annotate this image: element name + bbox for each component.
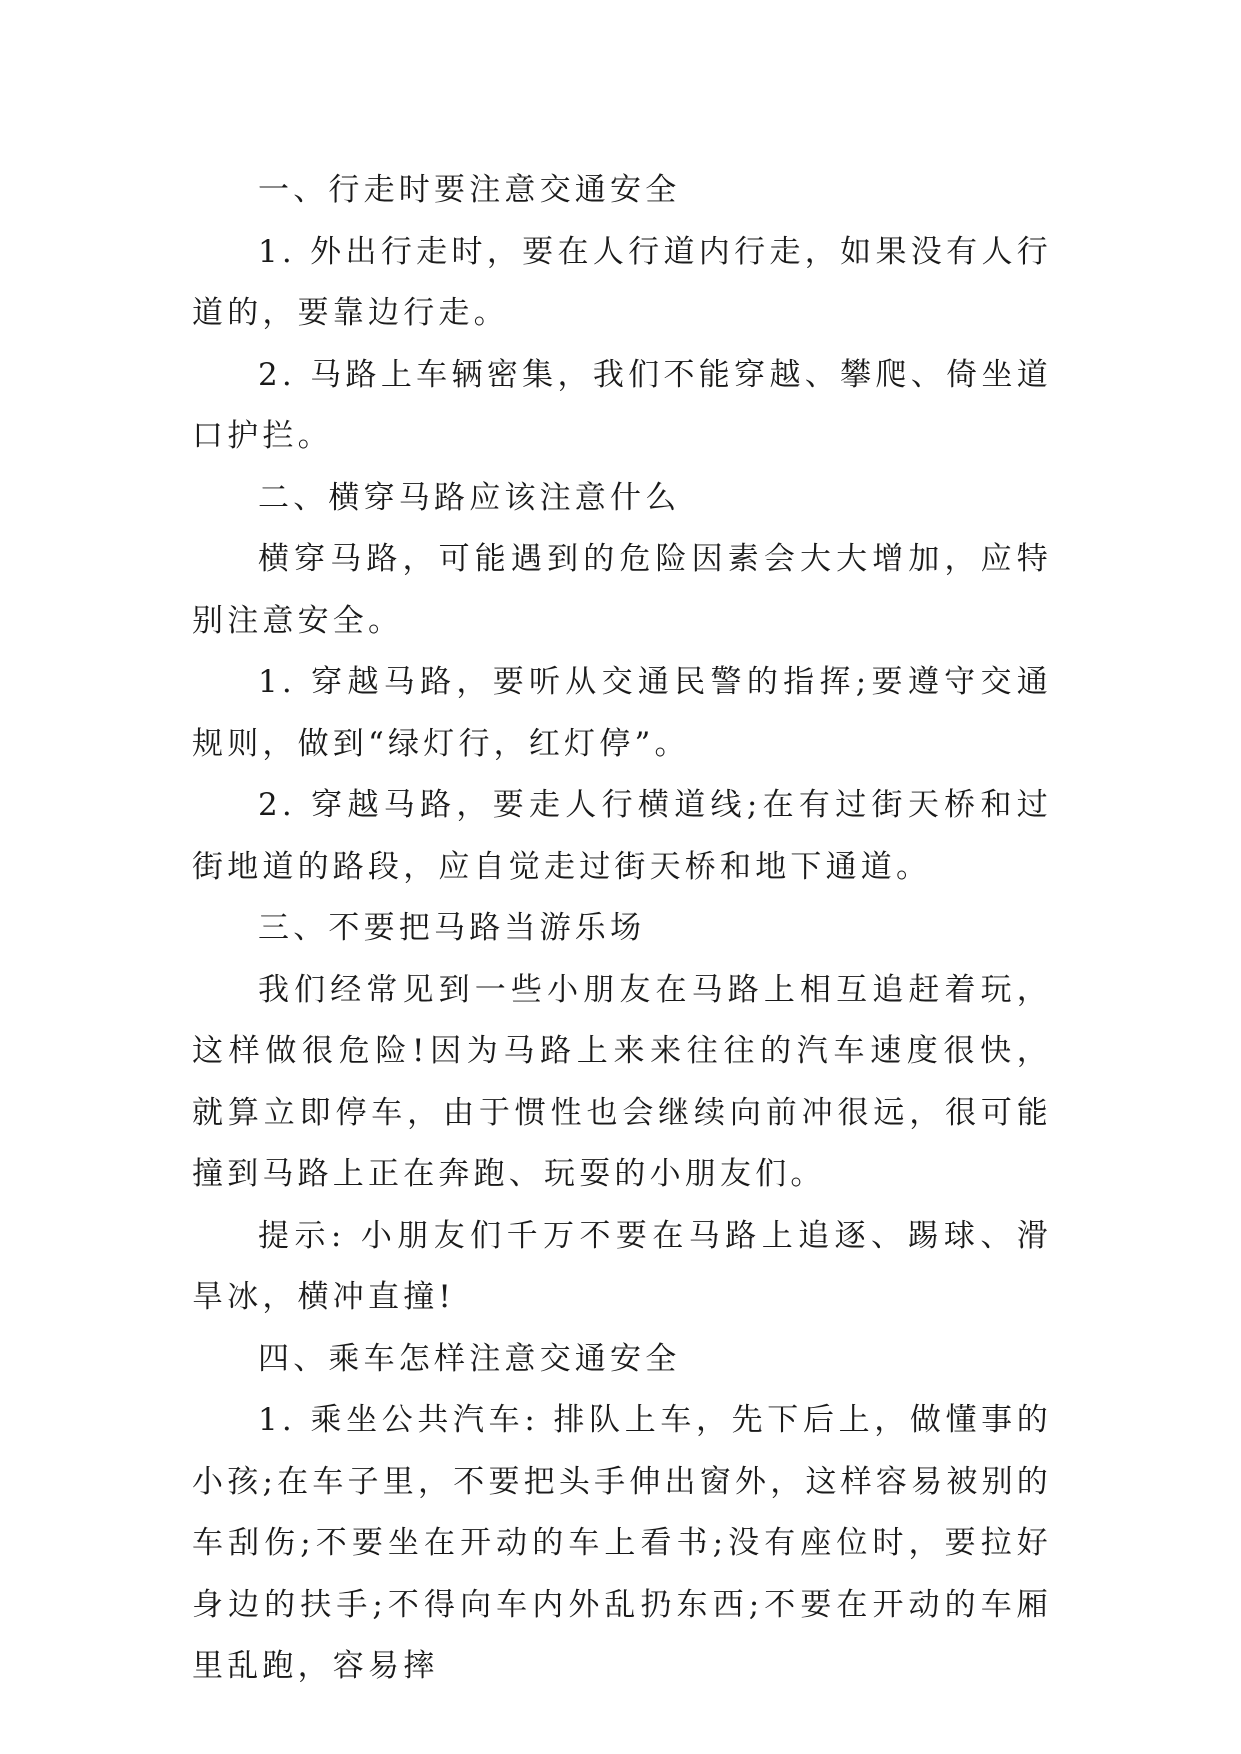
paragraph: 我们经常见到一些小朋友在马路上相互追赶着玩，这样做很危险!因为马路上来来往往的汽车速度很快，就算立即停车，由于惯性也会继续向前冲很远，很可能撞到马路上正在奔跑、玩耍的小朋友们。 (192, 971, 1052, 1192)
paragraph: 1. 外出行走时，要在人行道内行走，如果没有人行道的，要靠边行走。 (192, 233, 1052, 331)
section-heading-1: 一、行走时要注意交通安全 (258, 172, 681, 208)
tip-paragraph: 提示: 小朋友们千万不要在马路上追逐、踢球、滑旱冰，横冲直撞! (192, 1217, 1052, 1315)
section-heading-4: 四、乘车怎样注意交通安全 (258, 1340, 681, 1377)
section-heading-2: 二、横穿马路应该注意什么 (258, 479, 681, 516)
paragraph: 1. 穿越马路，要听从交通民警的指挥;要遵守交通规则，做到“绿灯行，红灯停”。 (192, 664, 1052, 762)
paragraph: 2. 穿越马路，要走人行横道线;在有过街天桥和过街地道的路段，应自觉走过街天桥和地下通道。 (192, 787, 1052, 885)
paragraph: 1. 乘坐公共汽车: 排队上车，先下后上，做懂事的小孩;在车子里，不要把头手伸出窗外，这样容易被别的车刮伤;不要坐在开动的车上看书;没有座位时，要拉好身边的扶手;不得向车内外乱扔东西;不要在开动的车厢里乱跑，容易摔 (192, 1402, 1052, 1684)
document-body (192, 160, 1052, 1698)
paragraph: 横穿马路，可能遇到的危险因素会大大增加，应特别注意安全。 (192, 541, 1052, 639)
paragraph: 2. 马路上车辆密集，我们不能穿越、攀爬、倚坐道口护拦。 (192, 356, 1052, 454)
section-heading-3: 三、不要把马路当游乐场 (258, 910, 646, 946)
